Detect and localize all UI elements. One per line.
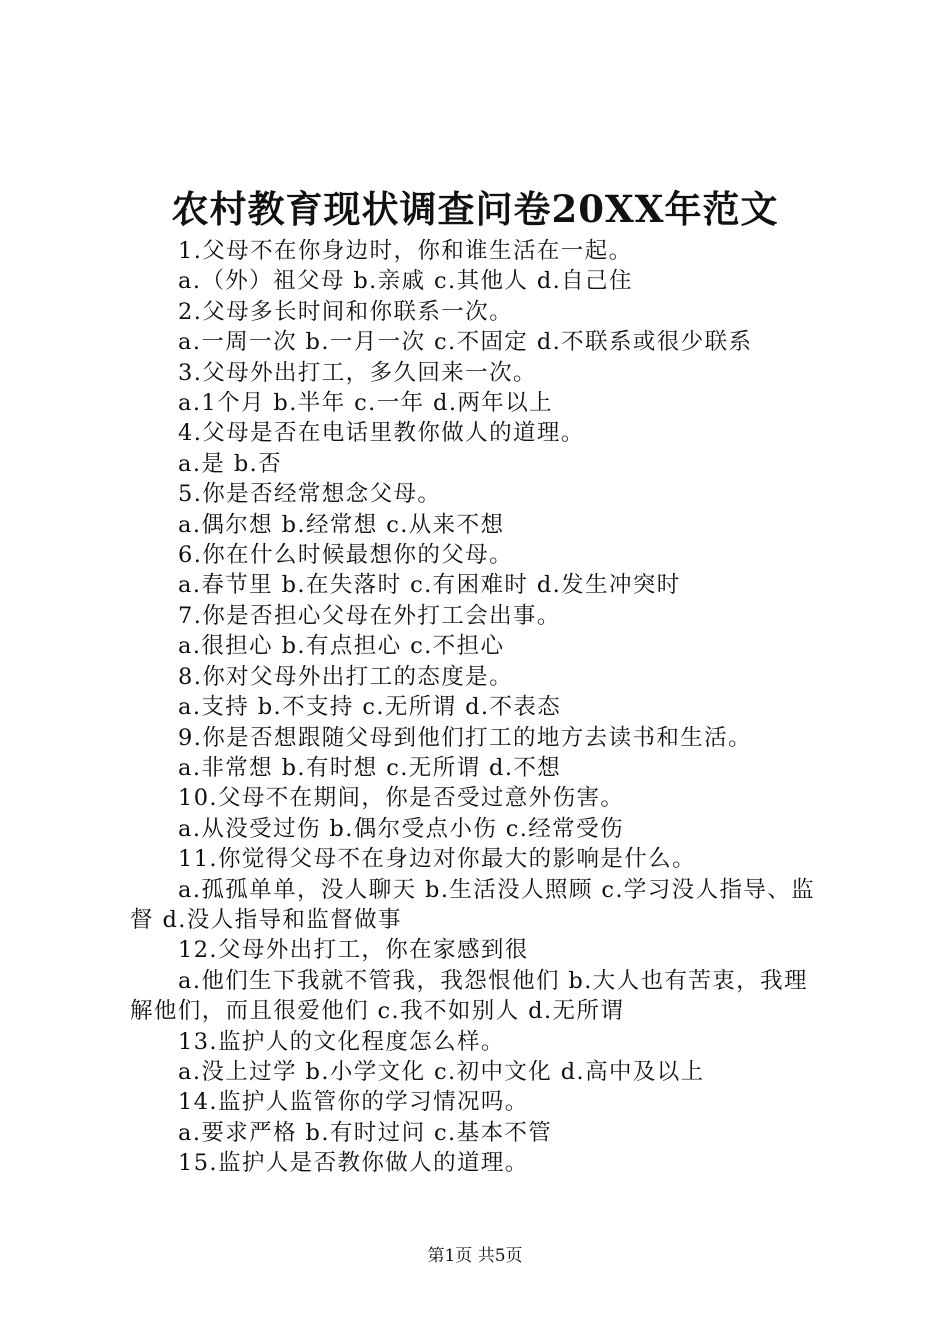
options-4: a.是 b.否 — [178, 450, 283, 477]
question-11: 11.你觉得父母不在身边对你最大的影响是什么。 — [178, 846, 696, 873]
questionnaire-body — [130, 236, 830, 1179]
question-2: 2.父母多长时间和你联系一次。 — [178, 298, 513, 325]
options-6: a.春节里 b.在失落时 c.有困难时 d.发生冲突时 — [178, 572, 681, 599]
options-14: a.要求严格 b.有时过问 c.基本不管 — [178, 1119, 553, 1146]
question-7: 7.你是否担心父母在外打工会出事。 — [178, 602, 561, 629]
options-5: a.偶尔想 b.经常想 c.从来不想 — [178, 511, 505, 538]
options-2: a.一周一次 b.一月一次 c.不固定 d.不联系或很少联系 — [178, 329, 753, 356]
question-14: 14.监护人监管你的学习情况吗。 — [178, 1089, 529, 1116]
question-6: 6.你在什么时候最想你的父母。 — [178, 542, 513, 569]
question-1: 1.父母不在你身边时，你和谁生活在一起。 — [178, 238, 633, 264]
document-title: 农村教育现状调查问卷20XX年范文 — [171, 187, 779, 231]
question-10: 10.父母不在期间，你是否受过意外伤害。 — [178, 785, 625, 812]
question-13: 13.监护人的文化程度怎么样。 — [178, 1028, 505, 1055]
question-5: 5.你是否经常想念父母。 — [178, 481, 442, 508]
question-4: 4.父母是否在电话里教你做人的道理。 — [178, 420, 585, 447]
question-15: 15.监护人是否教你做人的道理。 — [178, 1150, 529, 1177]
question-9: 9.你是否想跟随父母到他们打工的地方去读书和生活。 — [178, 724, 752, 751]
options-1: a.（外）祖父母 b.亲戚 c.其他人 d.自己住 — [178, 268, 633, 295]
options-13: a.没上过学 b.小学文化 c.初中文化 d.高中及以上 — [178, 1058, 705, 1085]
options-9: a.非常想 b.有时想 c.无所谓 d.不想 — [178, 754, 562, 781]
page-footer: 第1页 共5页 — [427, 1246, 523, 1266]
question-12: 12.父母外出打工，你在家感到很 — [178, 937, 529, 964]
options-11: a.孤孤单单，没人聊天 b.生活没人照顾 c.学习没人指导、监督 d.没人指导和监督做事 — [130, 876, 816, 933]
options-7: a.很担心 b.有点担心 c.不担心 — [178, 633, 505, 660]
question-8: 8.你对父母外出打工的态度是。 — [178, 663, 513, 690]
question-3: 3.父母外出打工，多久回来一次。 — [178, 359, 537, 386]
options-8: a.支持 b.不支持 c.无所谓 d.不表态 — [178, 694, 562, 721]
options-12: a.他们生下我就不管我，我怨恨他们 b.大人也有苦衷，我理解他们，而且很爱他们 c.我不如别人 d.无所谓 — [130, 967, 808, 1025]
options-3: a.1个月 b.半年 c.一年 d.两年以上 — [178, 390, 554, 417]
options-10: a.从没受过伤 b.偶尔受点小伤 c.经常受伤 — [178, 815, 624, 842]
